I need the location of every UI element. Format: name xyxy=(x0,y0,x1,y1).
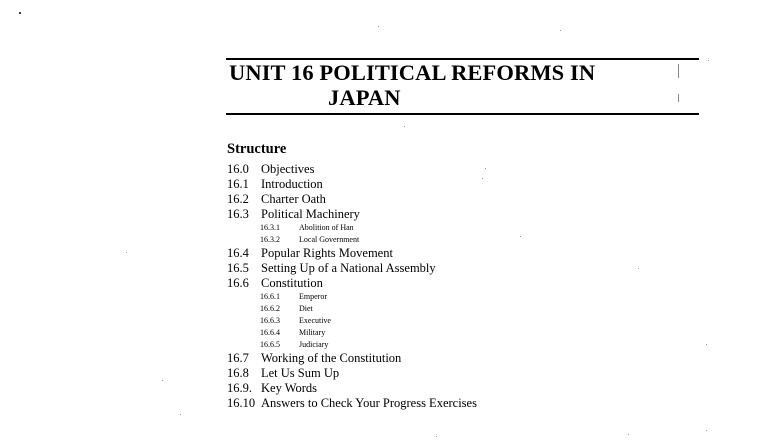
toc-subitem xyxy=(227,234,647,246)
toc-item-label: Key Words xyxy=(261,381,318,395)
toc-item-number: 16.0 xyxy=(227,162,249,176)
toc-item-label: Setting Up of a National Assembly xyxy=(261,261,436,275)
unit-title xyxy=(229,60,699,110)
scan-speck xyxy=(520,236,521,237)
toc-subitem xyxy=(227,327,647,339)
toc-item-number: 16.6 xyxy=(227,276,249,290)
scan-speck xyxy=(482,178,483,179)
toc-subitem-label: Executive xyxy=(299,316,331,325)
toc-item-label: Working of the Constitution xyxy=(261,351,402,365)
toc-item xyxy=(227,261,647,276)
toc-item-label: Answers to Check Your Progress Exercises xyxy=(261,396,477,410)
toc-subitem-label: Military xyxy=(299,328,326,337)
scan-speck xyxy=(126,252,127,253)
toc-item-number: 16.9. xyxy=(227,381,252,395)
toc-subitem-number: 16.6.5 xyxy=(260,340,280,349)
toc-item-number: 16.10 xyxy=(227,396,256,410)
toc-item-label: Charter Oath xyxy=(261,192,326,206)
scan-speck xyxy=(19,12,21,14)
toc-item xyxy=(227,162,647,177)
scan-speck xyxy=(638,268,639,269)
toc-item-number: 16.1 xyxy=(227,177,249,191)
toc-subitem xyxy=(227,291,647,303)
table-of-contents xyxy=(227,162,647,411)
scan-speck xyxy=(162,380,163,381)
structure-heading: Structure xyxy=(227,141,287,157)
toc-subitem-label: Judiciary xyxy=(299,340,329,349)
toc-subitem-label: Emperor xyxy=(299,292,327,301)
toc-item xyxy=(227,351,647,366)
title-bottom-rule xyxy=(226,113,699,115)
scan-speck xyxy=(706,344,707,345)
toc-item xyxy=(227,276,647,291)
toc-item-label: Popular Rights Movement xyxy=(261,246,393,260)
toc-item-label: Objectives xyxy=(261,162,315,176)
toc-subitem-number: 16.6.2 xyxy=(260,304,280,313)
toc-item-number: 16.4 xyxy=(227,246,249,260)
toc-item xyxy=(227,207,647,222)
toc-subitem-number: 16.6.4 xyxy=(260,328,280,337)
toc-subitem xyxy=(227,222,647,234)
toc-item-number: 16.3 xyxy=(227,207,249,221)
scan-speck xyxy=(708,60,709,61)
toc-subitem-number: 16.3.1 xyxy=(260,223,280,232)
scan-mark xyxy=(678,64,679,78)
toc-item xyxy=(227,396,647,411)
scan-speck xyxy=(378,26,379,27)
toc-item xyxy=(227,192,647,207)
toc-item xyxy=(227,246,647,261)
toc-item-number: 16.5 xyxy=(227,261,249,275)
toc-item-label: Let Us Sum Up xyxy=(261,366,340,380)
scan-speck xyxy=(628,434,629,435)
toc-item-number: 16.8 xyxy=(227,366,249,380)
toc-item xyxy=(227,177,647,192)
toc-subitem-number: 16.6.3 xyxy=(260,316,280,325)
scan-speck xyxy=(706,430,707,431)
toc-subitem-label: Abolition of Han xyxy=(299,223,354,232)
toc-item-label: Political Machinery xyxy=(261,207,360,221)
scan-speck xyxy=(180,414,181,415)
scan-speck xyxy=(560,30,561,31)
unit-title-line-2: JAPAN xyxy=(328,85,401,110)
toc-subitem xyxy=(227,339,647,351)
toc-subitem xyxy=(227,303,647,315)
scan-mark xyxy=(678,94,679,102)
scan-speck xyxy=(436,436,437,437)
scan-speck xyxy=(404,126,405,127)
toc-subitem-label: Local Government xyxy=(299,235,360,244)
toc-subitem-number: 16.3.2 xyxy=(260,235,280,244)
toc-subitem-label: Diet xyxy=(299,304,313,313)
toc-item-label: Constitution xyxy=(261,276,323,290)
toc-item-label: Introduction xyxy=(261,177,323,191)
toc-item xyxy=(227,366,647,381)
toc-subitem-number: 16.6.1 xyxy=(260,292,280,301)
unit-title-line-1: UNIT 16 POLITICAL REFORMS IN xyxy=(229,60,596,85)
toc-item-number: 16.2 xyxy=(227,192,249,206)
toc-subitem xyxy=(227,315,647,327)
toc-item-number: 16.7 xyxy=(227,351,249,365)
toc-item xyxy=(227,381,647,396)
scan-speck xyxy=(485,168,486,169)
